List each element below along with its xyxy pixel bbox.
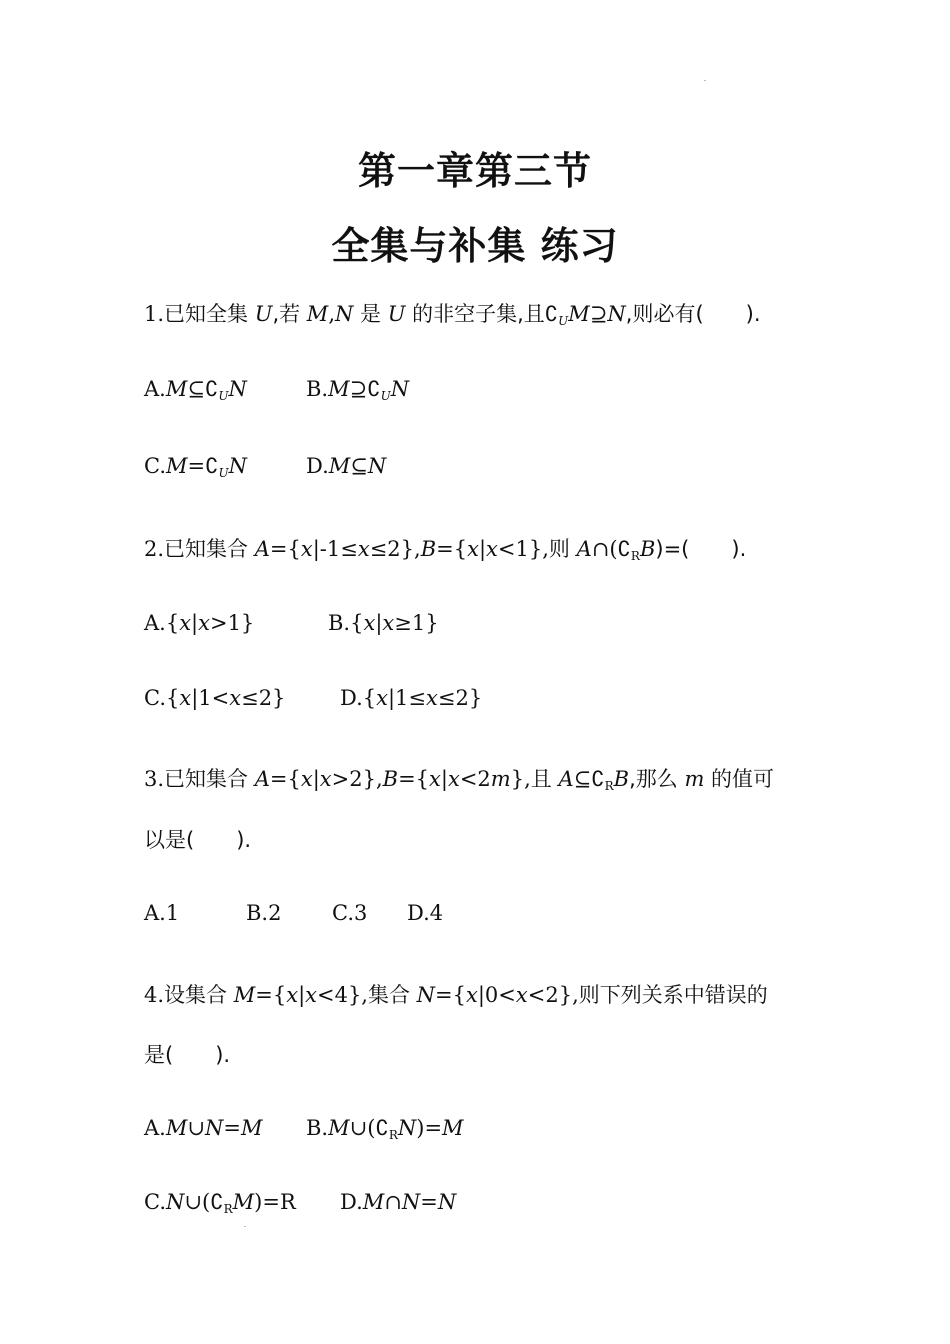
option-c: $C.N\cup(∁_RM)=R$ <box>144 1190 296 1216</box>
question-4: 4.设集合 M={x|x<4},集合 N={x|0<x<2},则下列关系中错误的 <box>144 983 768 1007</box>
question-4-options-ab <box>144 1116 464 1142</box>
option-d: D.M∩N=N <box>340 1190 457 1214</box>
scan-speck <box>244 1226 246 1227</box>
chapter-title: 第一章第三节 <box>357 149 592 193</box>
option-a: A.M∪N=M <box>144 1116 263 1140</box>
question-3-line-2: 以是( ). <box>144 828 252 852</box>
question-1: 1.已知全集 U,若 M,N 是 U 的非空子集,且$∁_UM⊇N$,则必有( ). <box>144 302 761 328</box>
option-a: A.1 <box>144 901 180 925</box>
option-c: $C.M=∁_UN$ <box>144 454 247 480</box>
option-c: C.{x|1<x≤2} <box>144 686 286 710</box>
option-b: B.{x|x≥1} <box>328 611 439 635</box>
question-3-options <box>144 901 443 925</box>
question-4-line-2: 是( ). <box>144 1043 231 1067</box>
option-b: $B.M⊇∁_UN$ <box>306 377 410 403</box>
question-1-options-cd <box>144 454 386 480</box>
question-2: 2.已知集合 A={x|-1≤x≤2},B={x|x<1},则 $A\cap(∁_RB)=$( ). <box>144 537 747 563</box>
option-c: C.3 <box>332 901 368 925</box>
option-d: D.M⊆N <box>306 454 387 478</box>
option-b: $B.M\cup(∁_RN)=M$ <box>306 1116 464 1142</box>
option-d: D.4 <box>407 901 444 925</box>
exercise-title: 全集与补集 练习 <box>331 224 619 268</box>
option-b: B.2 <box>246 901 282 925</box>
option-a: $A.M⊆∁_UN$ <box>144 377 247 403</box>
question-1-options-ab <box>144 377 409 403</box>
question-2-options-cd <box>144 686 482 710</box>
question-2-options-ab <box>144 611 439 635</box>
option-d: D.{x|1≤x≤2} <box>340 686 483 710</box>
question-3: 3.已知集合 A={x|x>2},B={x|x<2m},且 $A⊆∁_RB$,那么 m 的值可 <box>144 767 775 793</box>
option-a: A.{x|x>1} <box>144 611 255 635</box>
question-4-options-cd <box>144 1190 456 1216</box>
scan-speck <box>704 80 706 81</box>
